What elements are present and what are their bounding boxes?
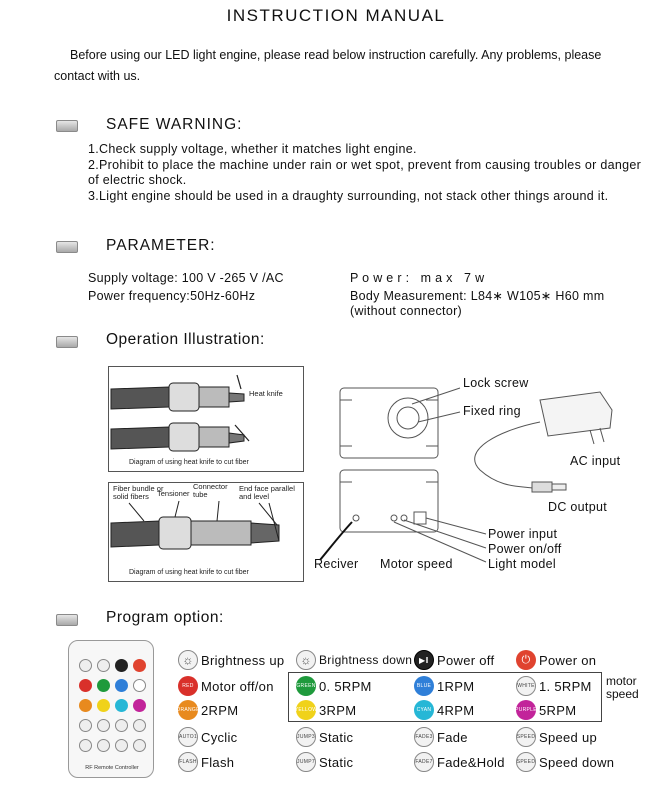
option-label: Brightness up <box>201 652 285 668</box>
motor-speed-label: Motor speed <box>380 557 453 571</box>
play-pause-icon: ▶‖ <box>414 650 434 670</box>
option-rpm-05 <box>296 676 372 696</box>
option-label: 4RPM <box>437 702 475 718</box>
remote-green-button <box>97 679 110 692</box>
warning-item: 1.Check supply voltage, whether it matches light engine. <box>88 142 417 156</box>
option-flash <box>178 752 234 772</box>
option-static-jump3 <box>296 727 353 747</box>
section-bullet-icon <box>56 120 78 132</box>
warning-list <box>88 142 648 204</box>
manual-title: INSTRUCTION MANUAL <box>226 6 446 25</box>
option-rpm-4 <box>414 700 474 720</box>
blue-button-icon: BLUE <box>414 676 434 696</box>
jump7-button-icon: JUMP7 <box>296 752 316 772</box>
power-rating: P o w e r : m a x 7 w <box>350 271 485 285</box>
remote-white-button <box>133 679 146 692</box>
option-rpm-15 <box>516 676 592 696</box>
speed-down-button-icon: SPEED <box>516 752 536 772</box>
light-engine-illustration <box>300 370 640 570</box>
remote-fade3-button <box>115 719 128 732</box>
jump3-button-icon: JUMP3 <box>296 727 316 747</box>
option-label: Cyclic <box>201 729 238 745</box>
remote-purple-button <box>133 699 146 712</box>
red-button-icon: RED <box>178 676 198 696</box>
option-brightness-down <box>296 650 412 670</box>
fixed-ring-label: Fixed ring <box>463 404 521 418</box>
connector-diagram <box>108 482 304 582</box>
remote-jump3-button <box>97 719 110 732</box>
purple-button-icon: PURPLE <box>516 700 536 720</box>
parameter-heading: PARAMETER: <box>106 237 216 254</box>
remote-fade7-button <box>115 739 128 752</box>
dc-output-label: DC output <box>548 500 607 514</box>
option-label: Power off <box>437 652 495 668</box>
option-label: Static <box>319 729 354 745</box>
ac-input-label: AC input <box>570 454 621 468</box>
flash-button-icon: FLASH <box>178 752 198 772</box>
remote-speed-down-button <box>133 739 146 752</box>
motor-note-line: motor <box>606 674 637 688</box>
option-label: 1RPM <box>437 678 475 694</box>
dim-sun-icon: ☼ <box>296 650 316 670</box>
option-label: 2RPM <box>201 702 239 718</box>
remote-speed-up-button <box>133 719 146 732</box>
option-label: 5RPM <box>539 702 577 718</box>
remote-blue-button <box>115 679 128 692</box>
receiver-label: Reciver <box>314 557 359 571</box>
heat-knife-label: Heat knife <box>249 389 283 398</box>
option-brightness-up <box>178 650 284 670</box>
option-rpm-1 <box>414 676 474 696</box>
remote-caption: RF Remote Controller <box>85 765 139 771</box>
fiber-cutting-illustration <box>109 367 303 471</box>
option-fade-hold <box>414 752 505 772</box>
option-label: 1. 5RPM <box>539 678 592 694</box>
option-label: Power on <box>539 652 597 668</box>
option-motor-onoff <box>178 676 274 696</box>
remote-cyan-button <box>115 699 128 712</box>
option-rpm-3 <box>296 700 356 720</box>
supply-voltage: Supply voltage: 100 V -265 V /AC <box>88 271 284 285</box>
program-heading: Program option: <box>106 609 224 626</box>
intro-text: Before using our LED light engine, please read below instruction carefully. Any problems, please contact with us. <box>54 48 602 83</box>
operation-heading: Operation Illustration: <box>106 331 265 348</box>
light-model-label: Light model <box>488 557 556 571</box>
power-icon: ⏻ <box>516 650 536 670</box>
rf-remote-controller <box>68 640 154 778</box>
option-label: Brightness down <box>319 653 413 667</box>
option-label: Speed up <box>539 729 598 745</box>
fade7-button-icon: FADE7 <box>414 752 434 772</box>
remote-power-on-button <box>133 659 146 672</box>
motor-speed-note <box>606 675 639 701</box>
yellow-button-icon: YELLOW <box>296 700 316 720</box>
option-rpm-5 <box>516 700 576 720</box>
remote-orange-button <box>79 699 92 712</box>
remote-auto-button <box>79 719 92 732</box>
lock-screw-label: Lock screw <box>463 376 529 390</box>
power-input-label: Power input <box>488 527 558 541</box>
sun-icon: ☼ <box>178 650 198 670</box>
remote-brightness-down-button <box>97 659 110 672</box>
remote-power-off-button <box>115 659 128 672</box>
option-label: Static <box>319 754 354 770</box>
option-cyclic <box>178 727 237 747</box>
remote-yellow-button <box>97 699 110 712</box>
option-speed-up <box>516 727 597 747</box>
option-label: 0. 5RPM <box>319 678 372 694</box>
section-bullet-icon <box>56 614 78 626</box>
safe-warning-heading: SAFE WARNING: <box>106 116 243 133</box>
tensioner-label: Tensioner <box>157 489 190 498</box>
remote-jump7-button <box>97 739 110 752</box>
option-power-off <box>414 650 494 670</box>
connector-tube-label: Connector tube <box>193 482 228 499</box>
power-onoff-label: Power on/off <box>488 542 562 556</box>
speed-up-button-icon: SPEED <box>516 727 536 747</box>
white-button-icon: WHITE <box>516 676 536 696</box>
power-frequency: Power frequency:50Hz-60Hz <box>88 289 256 303</box>
option-label: 3RPM <box>319 702 357 718</box>
end-face-label: End face parallel and level <box>239 484 295 501</box>
option-label: Flash <box>201 754 235 770</box>
option-speed-down <box>516 752 614 772</box>
fiber-bundle-label: Fiber bundle or solid fibers <box>113 484 164 501</box>
without-connector: (without connector) <box>350 304 462 318</box>
option-label: Fade&Hold <box>437 754 505 770</box>
green-button-icon: GREEN <box>296 676 316 696</box>
auto-button-icon: AUTO1 <box>178 727 198 747</box>
option-label: Fade <box>437 729 468 745</box>
section-bullet-icon <box>56 241 78 253</box>
section-bullet-icon <box>56 336 78 348</box>
warning-item: 2.Prohibit to place the machine under rain or wet spot, prevent from causing troubles or danger of electric shock. <box>88 157 642 187</box>
cyan-button-icon: CYAN <box>414 700 434 720</box>
remote-brightness-up-button <box>79 659 92 672</box>
orange-button-icon: ORANGE <box>178 700 198 720</box>
option-fade <box>414 727 468 747</box>
diagram-caption: Diagram of using heat knife to cut fiber <box>129 569 249 576</box>
warning-item: 3.Light engine should be used in a draughty surrounding, not stack other things around it. <box>88 188 609 203</box>
remote-flash-button <box>79 739 92 752</box>
fade3-button-icon: FADE3 <box>414 727 434 747</box>
option-rpm-2 <box>178 700 238 720</box>
motor-note-line: speed <box>606 687 639 701</box>
diagram-caption: Diagram of using heat knife to cut fiber <box>129 459 249 466</box>
remote-red-button <box>79 679 92 692</box>
option-static-jump7 <box>296 752 353 772</box>
body-measurement: Body Measurement: L84∗ W105∗ H60 mm <box>350 289 605 303</box>
option-label: Motor off/on <box>201 678 274 694</box>
option-label: Speed down <box>539 754 615 770</box>
option-power-on <box>516 650 596 670</box>
heat-knife-diagram <box>108 366 304 472</box>
